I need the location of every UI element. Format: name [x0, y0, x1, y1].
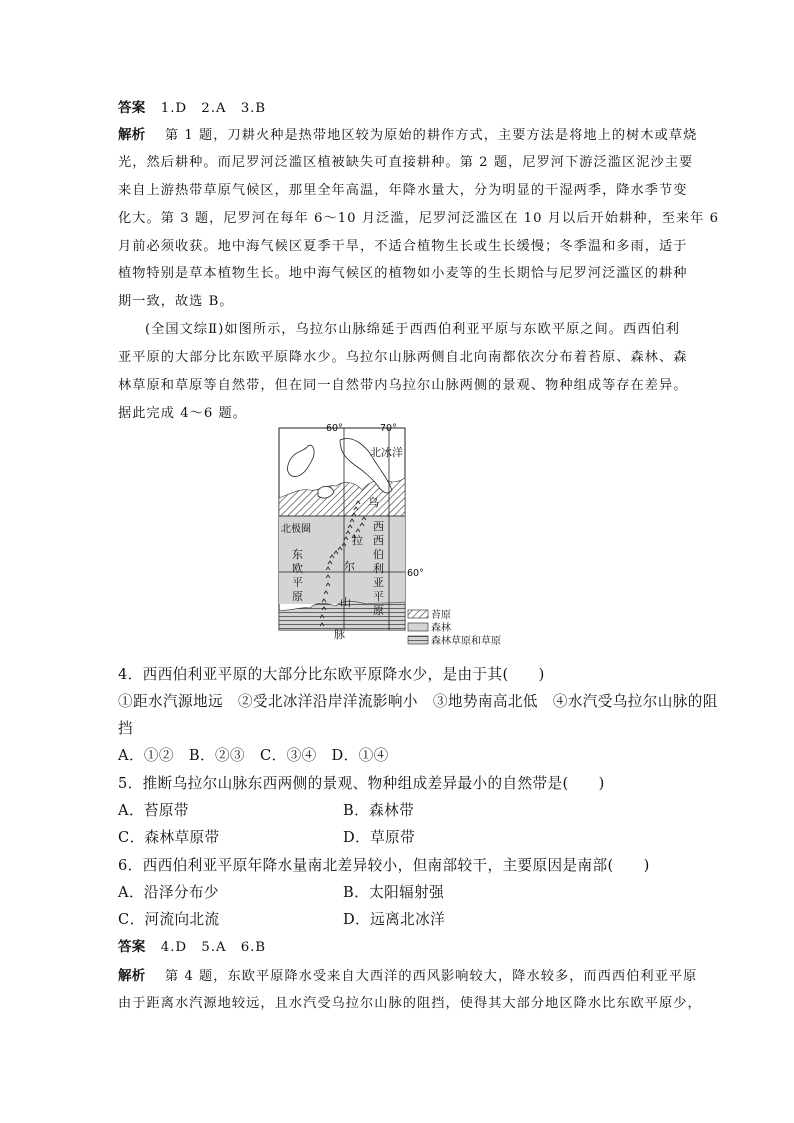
- explain-line: 由于距离水汽源地较远，且水汽受乌拉尔山脉的阻挡，使得其大部分地区降水比东欧平原少，: [118, 996, 702, 1011]
- q6-option-a: A．沿泽分布少: [118, 884, 219, 901]
- explain-text: 第 1 题，刀耕火种是热带地区较为原始的耕作方式，主要方法是将地上的树木或草烧: [164, 128, 698, 143]
- west-siberian-plain-label: [373, 520, 384, 617]
- east-europe-plain-label: [292, 548, 303, 603]
- west-siberia-char: 平: [373, 590, 384, 603]
- east-europe-char: 平: [292, 576, 303, 589]
- map-legend: [408, 608, 501, 647]
- q4-options: ①距水汽源地远 ②受北冰洋沿岸洋流影响小 ③地势南高北低 ④水汽受乌拉尔山脉的阻: [118, 693, 718, 710]
- ural-map: [270, 420, 530, 650]
- legend-label-tundra: 苔原: [431, 610, 451, 621]
- arctic-ocean-label: 北冰洋: [370, 446, 403, 459]
- west-siberia-char: 西: [373, 520, 384, 533]
- west-siberia-char: 利: [373, 562, 384, 575]
- intro-line: (全国文综Ⅱ)如图所示，乌拉尔山脉绵延于西西伯利亚平原与东欧平原之间。西西伯利: [145, 322, 680, 337]
- lon-60-label: 60°: [326, 423, 343, 434]
- ural-char: 乌: [368, 496, 379, 509]
- explain-line: 化大。第 3 题，尼罗河在每年 6～10 月泛滥，尼罗河泛滥区在 10 月以后开始耕种，至来年 6: [118, 211, 720, 226]
- west-siberia-char: 西: [373, 534, 384, 547]
- answer-text: 1.D 2.A 3.B: [160, 101, 267, 116]
- q5-option-d: D．草原带: [343, 829, 416, 846]
- intro-line: 据此完成 4～6 题。: [118, 406, 248, 421]
- ural-char: 尔: [344, 560, 355, 573]
- q4-options-cont: 挡: [118, 720, 133, 737]
- lon-70-label: 70°: [380, 423, 397, 434]
- lat-60-label: 60°: [407, 568, 424, 579]
- answer-label: 答案: [118, 939, 146, 955]
- legend-label-steppe: 森林草原和草原: [431, 636, 501, 647]
- q5-option-a: A．苔原带: [118, 802, 189, 819]
- west-siberia-char: 原: [373, 604, 384, 617]
- east-europe-char: 原: [292, 590, 303, 603]
- intro-line: 亚平原的大部分比东欧平原降水少。乌拉尔山脉两侧自北向南都依次分布着苔原、森林、森: [118, 350, 688, 365]
- q5-stem: 5．推断乌拉尔山脉东西两侧的景观、物种组成差异最小的自然带是( ): [118, 775, 605, 792]
- explain-line: 植物特别是草本植物生长。地中海气候区的植物如小麦等的生长期恰与尼罗河泛滥区的耕种: [118, 266, 688, 281]
- legend-swatch-steppe: [408, 636, 428, 644]
- q4-choices: A．①② B．②③ C．③④ D．①④: [118, 747, 389, 764]
- intro-line: 林草原和草原等自然带，但在同一自然带内乌拉尔山脉两侧的景观、物种组成等存在差异。: [118, 378, 688, 393]
- explain-line: [118, 964, 697, 984]
- explain-line: [118, 123, 697, 143]
- q5-option-b: B．森林带: [343, 802, 415, 819]
- legend-swatch-tundra: [408, 610, 428, 618]
- answer-label: 答案: [118, 100, 146, 116]
- west-siberia-char: 亚: [373, 576, 384, 589]
- arctic-circle-label: 北极圈: [281, 524, 311, 535]
- q4-stem: 4．西西伯利亚平原的大部分比东欧平原降水少，是由于其( ): [118, 666, 545, 683]
- answer-line-1: [118, 96, 266, 116]
- east-europe-char: 欧: [292, 562, 303, 575]
- west-siberia-char: 伯: [373, 548, 384, 561]
- ural-char: 脉: [334, 628, 345, 641]
- explain-label: 解析: [118, 127, 146, 143]
- explain-line: 月前必须收获。地中海气候区夏季干旱，不适合植物生长或生长缓慢；冬季温和多雨，适于: [118, 239, 688, 254]
- explain-line: 来自上游热带草原气候区，那里全年高温，年降水量大，分为明显的干湿两季，降水季节变: [118, 183, 688, 198]
- ural-char: 拉: [352, 534, 363, 547]
- explain-line: 期一致，故选 B。: [118, 294, 234, 309]
- explain-text: 第 4 题，东欧平原降水受来自大西洋的西风影响较大，降水较多，而西西伯利亚平原: [164, 969, 698, 984]
- q6-stem: 6．西西伯利亚平原年降水量南北差异较小，但南部较干，主要原因是南部( ): [118, 857, 650, 874]
- q6-option-d: D．远离北冰洋: [343, 911, 446, 928]
- explain-line: 光，然后耕种。而尼罗河泛滥区植被缺失可直接耕种。第 2 题，尼罗河下游泛滥区泥沙主要: [118, 155, 694, 170]
- ural-char: 山: [340, 596, 351, 609]
- q5-option-c: C．森林草原带: [118, 829, 220, 846]
- q6-option-b: B．太阳辐射强: [343, 884, 445, 901]
- legend-swatch-forest: [408, 623, 428, 631]
- east-europe-char: 东: [292, 548, 303, 561]
- explain-label: 解析: [118, 968, 146, 984]
- q6-option-c: C．河流向北流: [118, 911, 220, 928]
- answer-line-2: [118, 935, 266, 955]
- legend-label-forest: 森林: [431, 623, 451, 634]
- answer-text: 4.D 5.A 6.B: [160, 940, 267, 955]
